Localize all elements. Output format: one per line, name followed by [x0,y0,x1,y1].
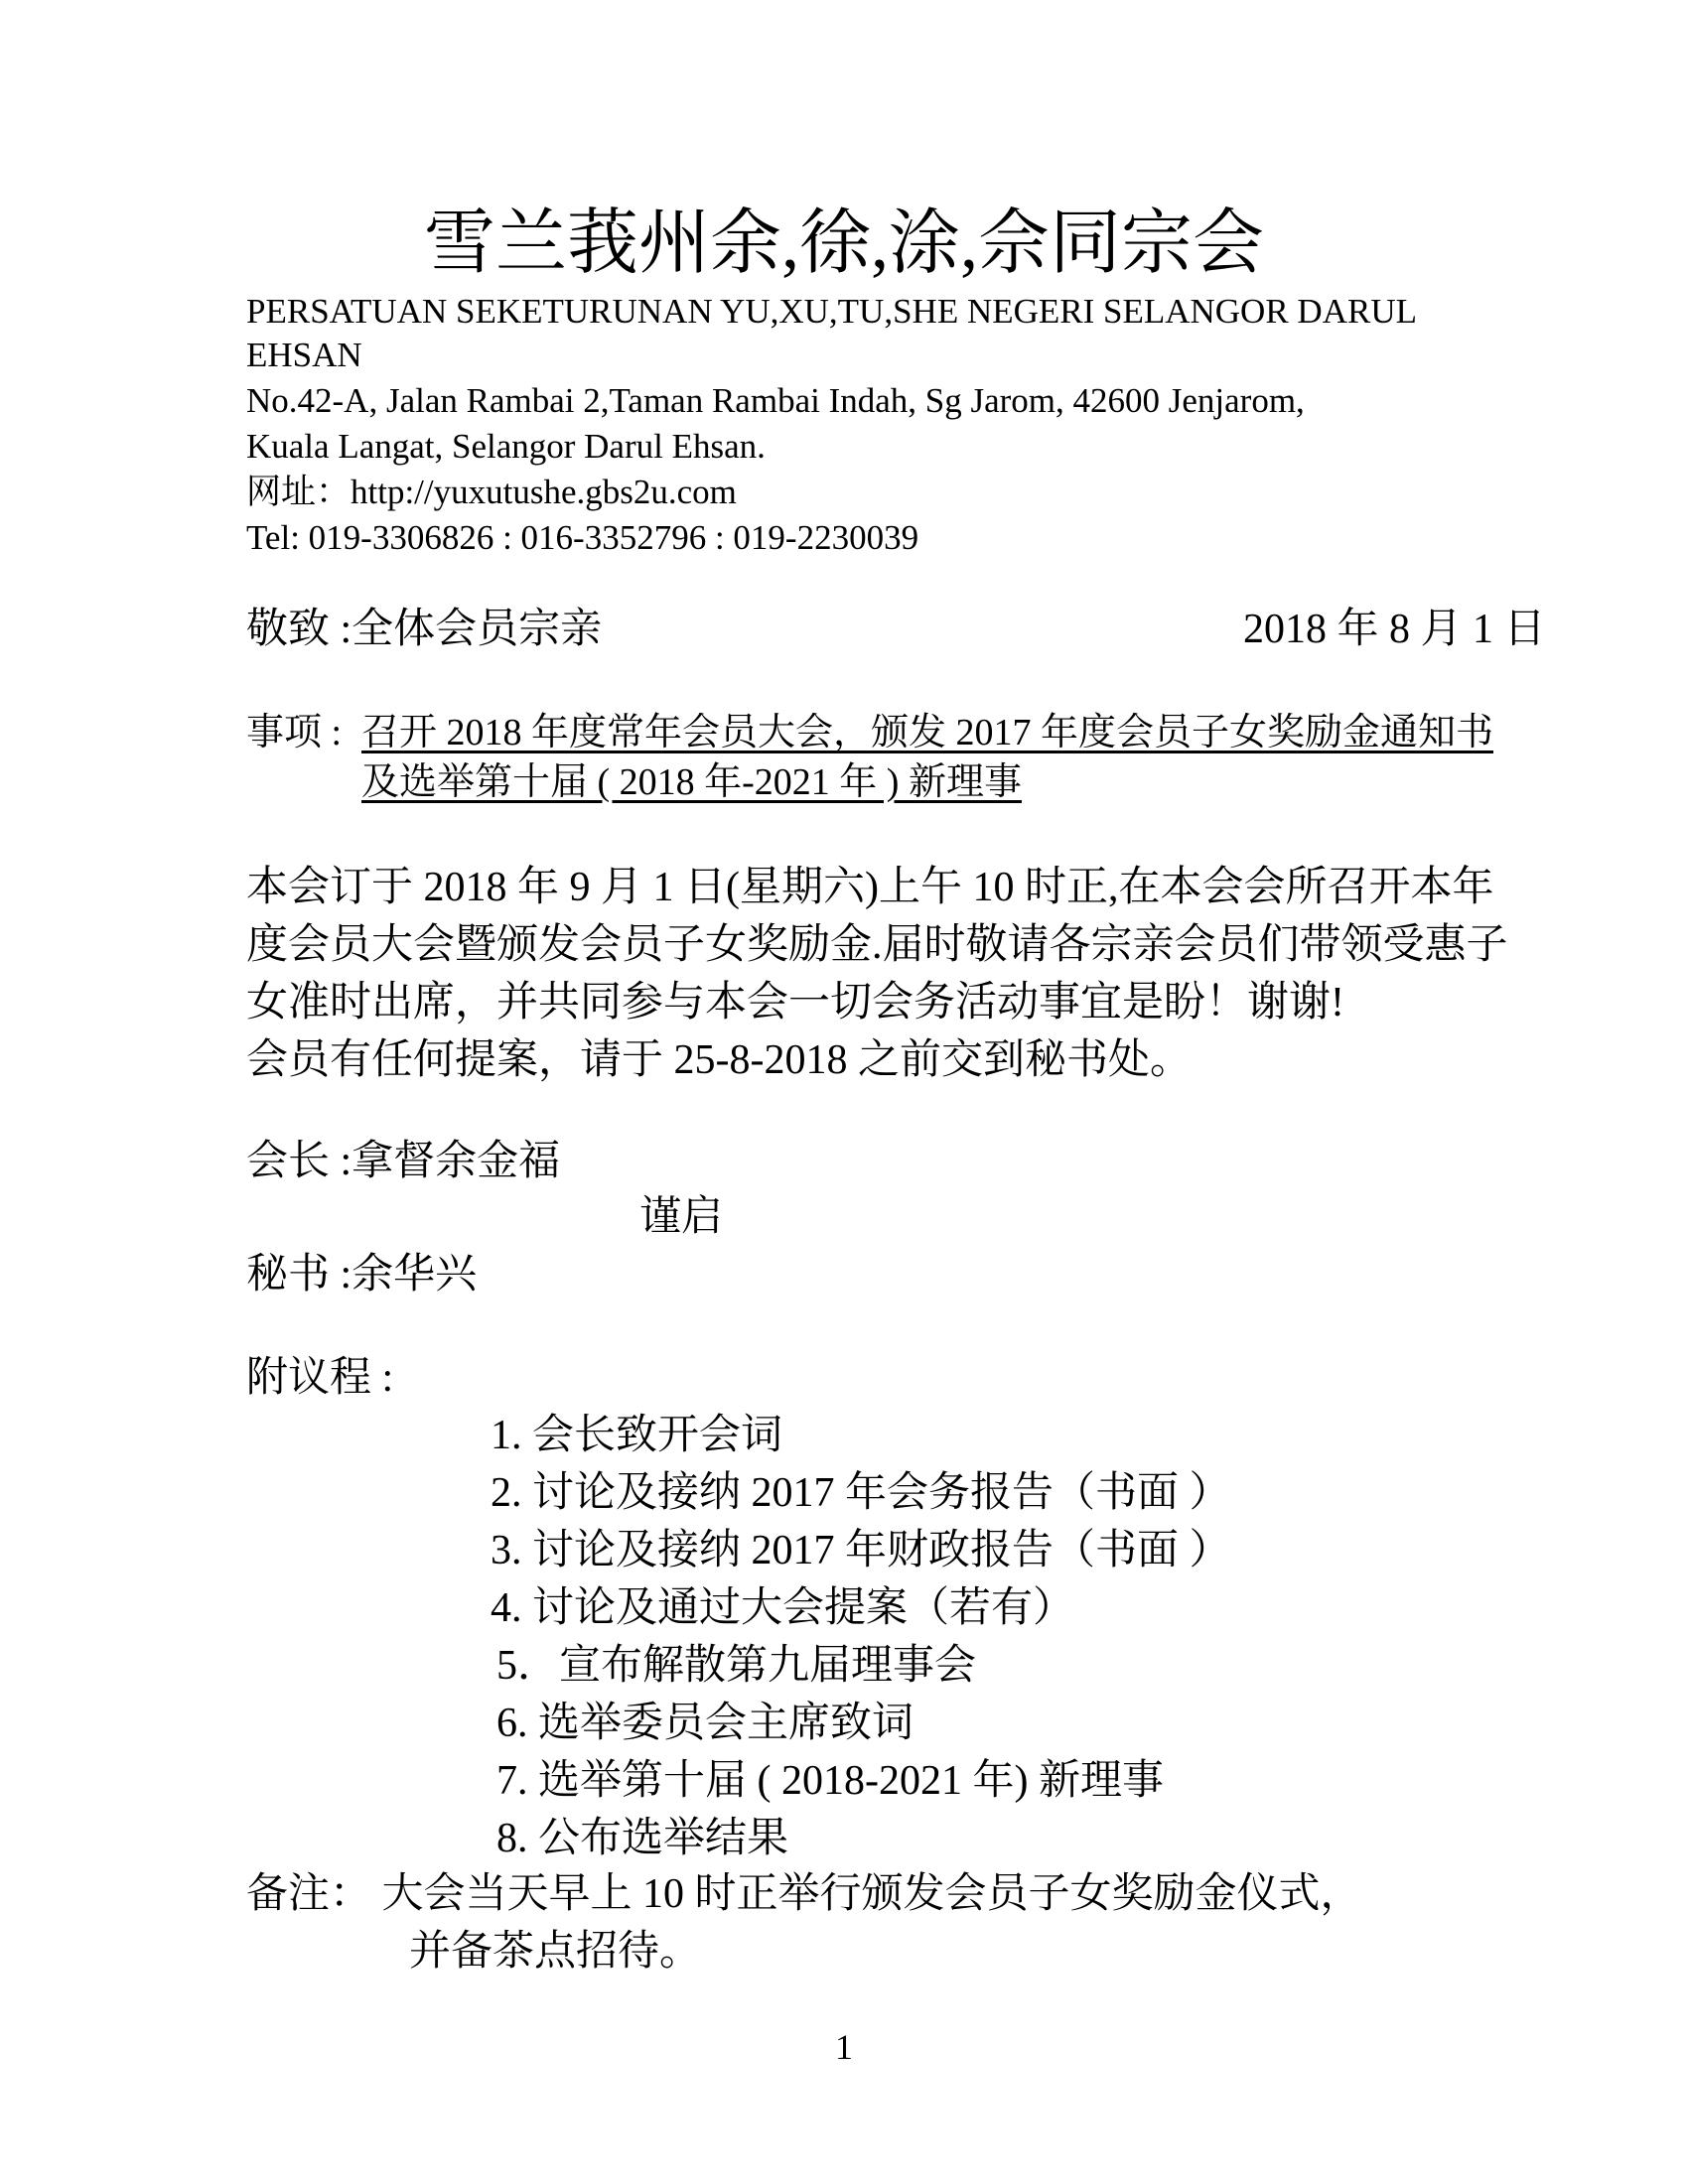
agenda-item: 7. 选举第十届 ( 2018-2021 年) 新理事 [496,1758,1164,1804]
note-line-1: 备注： 大会当天早上 10 时正举行颁发会员子女奖励金仪式， [246,1871,1362,1917]
subject-line-2: 及选举第十届 ( 2018 年-2021 年 ) 新理事 [361,761,1022,803]
agenda-item: 2. 讨论及接纳 2017 年会务报告（书面 ） [491,1470,1231,1516]
body-line-3: 女准时出席，并共同参与本会一切会务活动事宜是盼！谢谢! [246,980,1344,1025]
body-line-4: 会员有任何提案，请于 25-8-2018 之前交到秘书处。 [246,1037,1192,1083]
agenda-item: 1. 会长致开会词 [491,1413,783,1458]
president-signature: 会长 :拿督余金福 [246,1139,561,1184]
salutation: 敬致 :全体会员宗亲 [246,607,603,652]
secretary-signature: 秘书 :余华兴 [246,1252,478,1297]
agenda-item: 5．宣布解散第九届理事会 [496,1643,977,1689]
website: 网址：http://yuxutushe.gbs2u.com [246,473,737,511]
address-line-2: Kuala Langat, Selangor Darul Ehsan. [246,427,766,466]
document-title: 雪兰莪州余,徐,涂,佘同宗会 [423,204,1264,283]
agenda-heading: 附议程 : [246,1355,394,1401]
agenda-item: 6. 选举委员会主席致词 [496,1701,914,1746]
org-name-malay-line-2: EHSAN [246,336,362,374]
agenda-item: 4. 讨论及通过大会提案（若有） [491,1585,1075,1631]
letter-date: 2018 年 8 月 1 日 [1243,607,1546,652]
subject-line-1: 召开 2018 年度常年会员大会，颁发 2017 年度会员子女奖励金通知书 [361,712,1494,753]
address-line-1: No.42-A, Jalan Rambai 2,Taman Rambai Indah, Sg Jarom, 42600 Jenjarom, [246,381,1305,420]
agenda-item: 3. 讨论及接纳 2017 年财政报告（书面 ） [491,1528,1231,1573]
org-name-malay-line-1: PERSATUAN SEKETURUNAN YU,XU,TU,SHE NEGERI SELANGOR DARUL [246,292,1417,331]
body-line-2: 度会员大会暨颁发会员子女奖励金.届时敬请各宗亲会员们带领受惠子 [246,922,1508,968]
agenda-item: 8. 公布选举结果 [496,1816,789,1861]
note-line-2: 并备茶点招待。 [409,1929,702,1975]
subject-label: 事项 : [246,712,343,753]
closing-phrase: 谨启 [639,1194,724,1240]
page-number: 1 [835,2027,853,2067]
telephone-numbers: Tel: 019-3306826 : 016-3352796 : 019-2230039 [246,518,919,557]
body-line-1: 本会订于 2018 年 9 月 1 日(星期六)上午 10 时正,在本会会所召开本年 [246,865,1494,910]
